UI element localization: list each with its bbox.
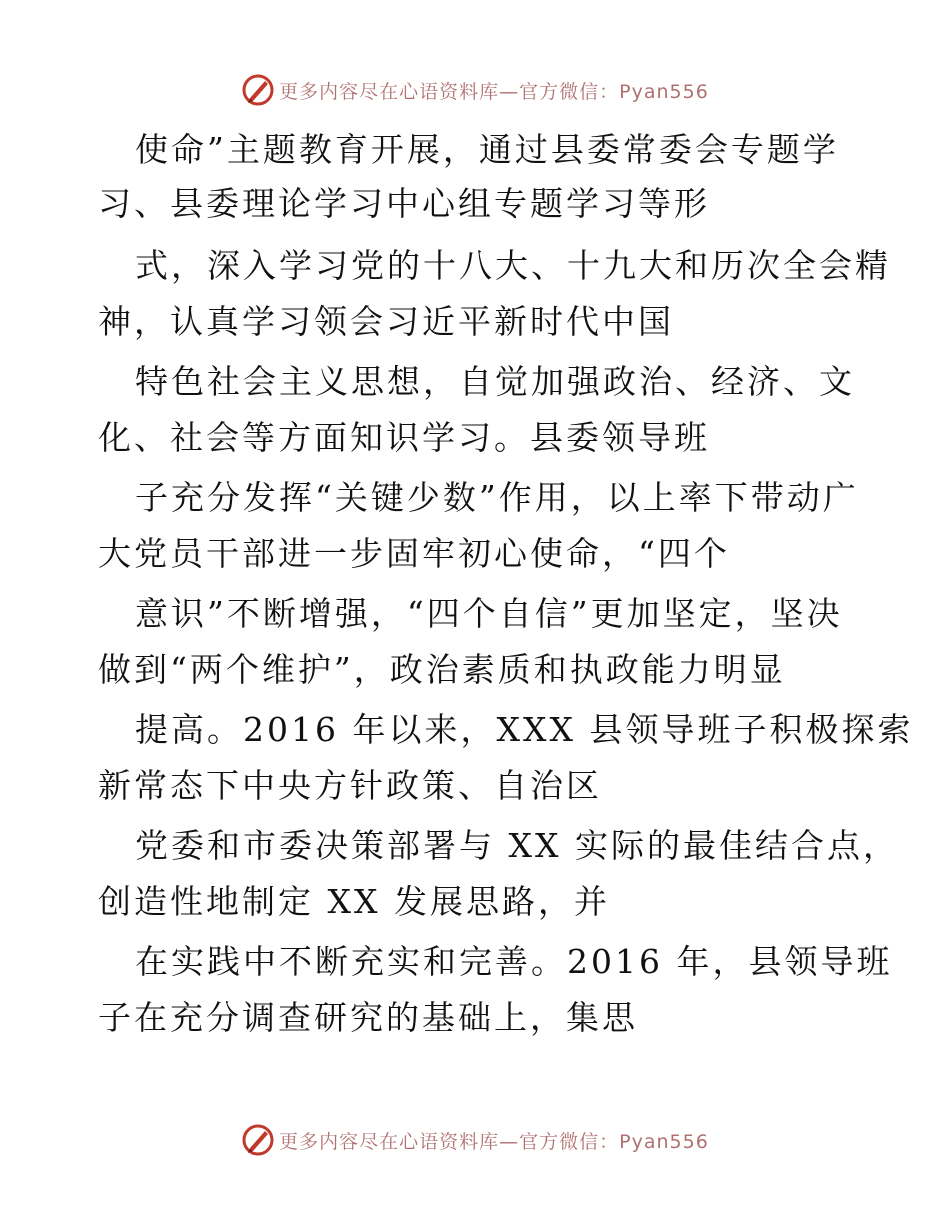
body-line: 化、社会等方面知识学习。县委领导班 xyxy=(98,418,710,457)
body-line: 特色社会主义思想，自觉加强政治、经济、文 xyxy=(135,362,855,401)
footer-banner-text: 更多内容尽在心语资料库—官方微信：Pyan556 xyxy=(279,1130,709,1153)
body-line: 神，认真学习领会习近平新时代中国 xyxy=(98,302,674,341)
footer-banner xyxy=(0,1120,950,1160)
pen-logo-icon xyxy=(241,73,275,107)
body-line: 党委和市委决策部署与 XX 实际的最佳结合点， xyxy=(135,826,899,865)
header-banner-text: 更多内容尽在心语资料库—官方微信：Pyan556 xyxy=(279,80,709,103)
body-line: 做到“两个维护”，政治素质和执政能力明显 xyxy=(98,650,786,689)
body-line: 大党员干部进一步固牢初心使命，“四个 xyxy=(98,534,730,573)
body-line: 式，深入学习党的十八大、十九大和历次全会精 xyxy=(135,246,891,285)
pen-logo-icon xyxy=(241,1123,275,1157)
body-line: 创造性地制定 XX 发展思路，并 xyxy=(98,882,610,921)
body-line: 意识”不断增强，“四个自信”更加坚定，坚决 xyxy=(135,594,843,633)
body-line: 习、县委理论学习中心组专题学习等形 xyxy=(98,184,710,223)
header-banner xyxy=(0,70,950,110)
body-line: 新常态下中央方针政策、自治区 xyxy=(98,766,602,805)
body-line: 提高。2016 年以来，XXX 县领导班子积极探索 xyxy=(135,710,914,749)
body-line: 在实践中不断充实和完善。2016 年，县领导班 xyxy=(135,942,893,981)
body-line: 使命”主题教育开展，通过县委常委会专题学 xyxy=(135,130,839,169)
body-line: 子在充分调查研究的基础上，集思 xyxy=(98,998,638,1037)
body-line: 子充分发挥“关键少数”作用，以上率下带动广 xyxy=(135,478,859,517)
